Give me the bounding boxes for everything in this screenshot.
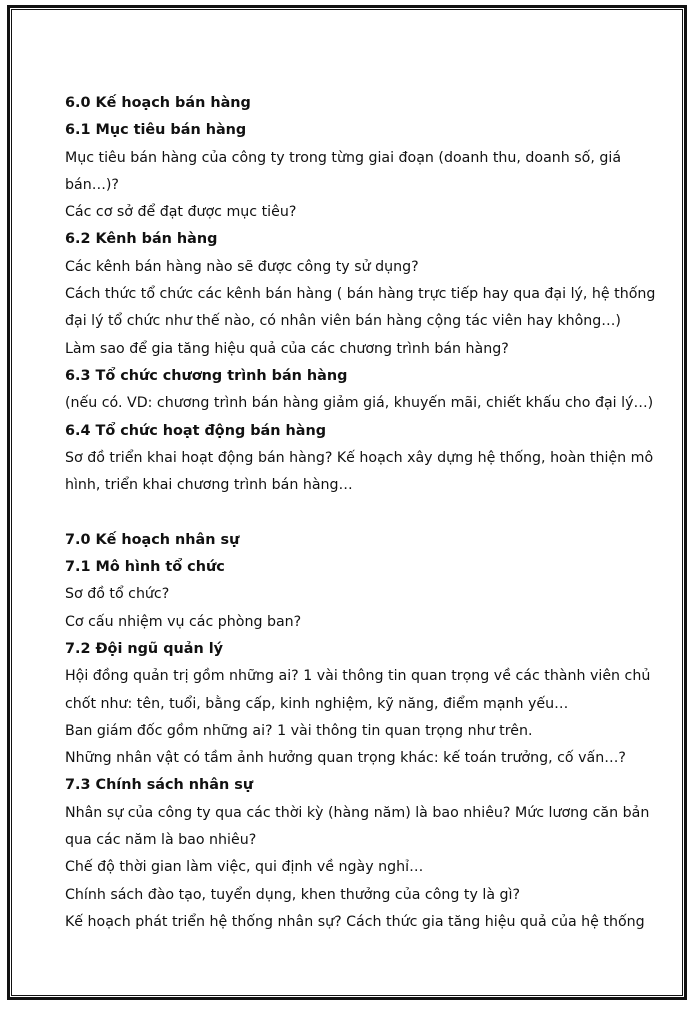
section-6-title: 6.0 Kế hoạch bán hàng [65,95,251,111]
section-7-2-heading: 7.2 Đội ngũ quản lý [65,640,224,657]
paragraph-line: Sơ đồ tổ chức? [65,586,170,603]
paragraph-line: Sơ đồ triển khai hoạt động bán hàng? Kế hoạch xây dựng hệ thống, hoàn thiện mô [65,449,654,466]
paragraph-line: Các cơ sở để đạt được mục tiêu? [65,204,297,221]
section-6-4-heading: 6.4 Tổ chức hoạt động bán hàng [65,422,327,439]
paragraph-line: Chế độ thời gian làm việc, qui định về ngày nghỉ… [65,859,424,876]
paragraph-line: Làm sao để gia tăng hiệu quả của các chương trình bán hàng? [65,340,509,357]
paragraph-line: Hội đồng quản trị gồm những ai? 1 vài thông tin quan trọng về các thành viên chủ [65,668,651,685]
paragraph-line: Cách thức tổ chức các kênh bán hàng ( bán hàng trực tiếp hay qua đại lý, hệ thống [65,286,656,303]
section-6-2-heading: 6.2 Kênh bán hàng [65,231,218,248]
paragraph-line: hình, triển khai chương trình bán hàng… [65,477,353,494]
paragraph-line: Chính sách đào tạo, tuyển dụng, khen thưởng của công ty là gì? [65,886,521,903]
document-body [65,90,655,936]
paragraph-line: chốt như: tên, tuổi, bằng cấp, kinh nghiệm, kỹ năng, điểm mạnh yếu… [65,695,569,712]
paragraph-line: Các kênh bán hàng nào sẽ được công ty sử dụng? [65,258,419,275]
paragraph-line: Nhân sự của công ty qua các thời kỳ (hàng năm) là bao nhiêu? Mức lương căn bản [65,804,650,821]
paragraph-line: (nếu có. VD: chương trình bán hàng giảm giá, khuyến mãi, chiết khấu cho đại lý…) [65,395,654,412]
section-7-title: 7.0 Kế hoạch nhân sự [65,531,240,548]
section-6-1-heading: 6.1 Mục tiêu bán hàng [65,122,247,139]
paragraph-line: Mục tiêu bán hàng của công ty trong từng giai đoạn (doanh thu, doanh số, giá [65,149,622,166]
section-7-3-heading: 7.3 Chính sách nhân sự [65,777,254,794]
paragraph-line: qua các năm là bao nhiêu? [65,832,257,849]
paragraph-line: đại lý tổ chức như thế nào, có nhân viên bán hàng cộng tác viên hay không…) [65,313,621,330]
section-spacer [65,499,655,526]
section-6-3-heading: 6.3 Tổ chức chương trình bán hàng [65,367,348,384]
paragraph-line: Ban giám đốc gồm những ai? 1 vài thông tin quan trọng như trên. [65,722,533,739]
section-7-1-heading: 7.1 Mô hình tổ chức [65,559,225,576]
paragraph-line: Những nhân vật có tầm ảnh hưởng quan trọng khác: kế toán trưởng, cố vấn…? [65,750,626,767]
paragraph-line: bán…)? [65,176,119,193]
paragraph-line: Cơ cấu nhiệm vụ các phòng ban? [65,613,302,630]
paragraph-line: Kế hoạch phát triển hệ thống nhân sự? Cách thức gia tăng hiệu quả của hệ thống [65,913,645,930]
